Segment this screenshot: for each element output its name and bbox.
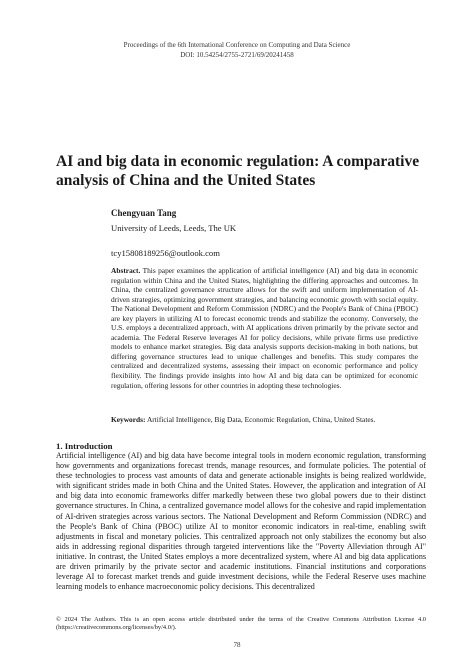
author-email: tcy15808189256@outlook.com <box>111 248 220 258</box>
keywords <box>111 415 421 425</box>
page-number: 78 <box>233 641 241 649</box>
abstract <box>111 266 418 390</box>
author-affiliation: University of Leeds, Leeds, The UK <box>111 223 237 233</box>
header-proceedings: Proceedings of the 6th International Conference on Computing and Data Science <box>123 41 351 49</box>
paper-title: AI and big data in economic regulation: A comparative analysis of China and the United States <box>56 153 420 189</box>
header-doi: DOI: 10.54254/2755-2721/69/20241458 <box>180 50 294 59</box>
license-footnote: © 2024 The Authors. This is an open access article distributed under the terms of the Creative Commons Attribution License 4.0 (https://creativecommons.org/licenses/by/4.0/). <box>56 616 426 632</box>
abstract-label: Abstract. <box>111 266 141 275</box>
author-name: Chengyuan Tang <box>111 208 177 218</box>
keywords-text: Artificial Intelligence, Big Data, Economic Regulation, China, United States. <box>145 415 376 424</box>
introduction-paragraph: Artificial intelligence (AI) and big data have become integral tools in modern economic regulation, transforming how governments and organizations forecast trends, manage resources, and formulate policies. The potential of these technologies to process vast amounts of data and generate actionable insights is being realized worldwide, with significant strides made in both China and the United States. However, the application and integration of AI and big data into economic frameworks differ markedly between these two global powers due to their distinct governance structures. In China, a centralized governance model allows for the cohesive and rapid implementation of AI-driven strategies across various sectors. The National Development and Reform Commission (NDRC) and the People's Bank of China (PBOC) utilize AI to monitor economic indicators in real-time, enabling swift adjustments in fiscal and monetary policies. This centralized approach not only stabilizes the economy but also aids in addressing regional disparities through targeted interventions like the "Poverty Alleviation through AI" initiative. In contrast, the United States employs a more decentralized system, where AI and big data applications are driven primarily by the private sector and academic institutions. Financial institutions and corporations leverage AI to forecast market trends and guide investment decisions, while the Federal Reserve uses machine learning models to enhance macroeconomic policy decisions. This decentralized <box>56 451 426 591</box>
keywords-label: Keywords: <box>111 415 146 424</box>
running-header <box>0 41 474 60</box>
abstract-text: This paper examines the application of artificial intelligence (AI) and big data in economic regulation within China and the United States, highlighting the differing approaches and outcomes. In China, the centralized governance structure allows for the swift and uniform implementation of AI-driven strategies, optimizing government strategies, and balancing economic growth with social equity. The National Development and Reform Commission (NDRC) and the People's Bank of China (PBOC) are key players in utilizing AI to forecast economic trends and stabilize the economy. Conversely, the U.S. employs a decentralized approach, with AI applications driven primarily by the private sector and academia. The Federal Reserve leverages AI for policy decisions, while private firms use predictive models to enhance market strategies. Big data analysis supports decision-making in both nations, but differing governance structures lead to unique challenges and benefits. This study compares the centralized and decentralized systems, assessing their impact on economic performance and policy flexibility. The findings provide insights into how AI and big data can be optimized for economic regulation, offering lessons for other countries in adopting these technologies. <box>111 266 418 390</box>
section-heading-introduction: 1. Introduction <box>56 441 113 451</box>
